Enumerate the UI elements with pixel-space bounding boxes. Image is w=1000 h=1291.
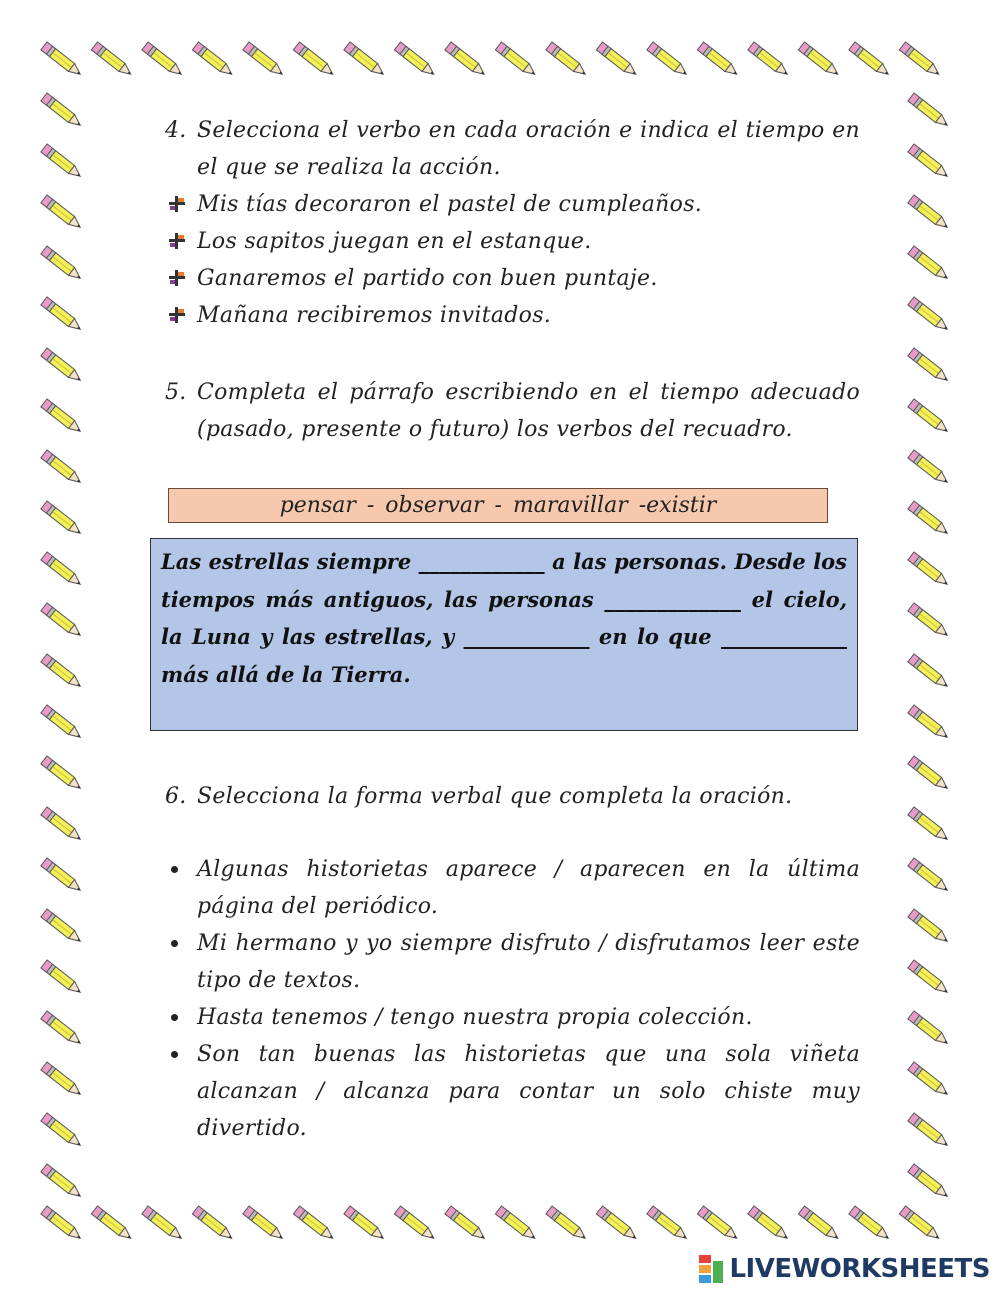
pencil-icon <box>908 399 950 435</box>
pencil-icon <box>495 42 537 78</box>
pencil-icon <box>908 1011 950 1047</box>
pencil-icon <box>293 42 335 78</box>
list-item-text[interactable]: Los sapitos juegan en el estanque. <box>197 229 592 254</box>
pencil-icon <box>908 246 950 282</box>
pencil-icon <box>908 144 950 180</box>
question-4-list <box>165 186 860 334</box>
pencil-icon <box>293 1206 335 1242</box>
pencil-icon <box>908 603 950 639</box>
bullet-icon <box>165 1036 197 1147</box>
pencil-icon <box>41 1062 83 1098</box>
pencil-icon <box>697 42 739 78</box>
worksheet-content-lower <box>165 778 860 1147</box>
bullet-icon <box>165 999 197 1036</box>
pencil-icon <box>908 858 950 894</box>
pencil-icon <box>41 42 83 78</box>
pencil-icon <box>41 603 83 639</box>
list-item-text[interactable]: Ganaremos el partido con buen puntaje. <box>197 266 658 291</box>
pencil-icon <box>798 42 840 78</box>
pencil-icon <box>849 1206 891 1242</box>
list-item <box>165 297 860 334</box>
pencil-icon <box>908 756 950 792</box>
list-item <box>165 223 860 260</box>
cross-bullet-icon <box>165 186 197 223</box>
pencil-icon <box>41 195 83 231</box>
pencil-icon <box>41 144 83 180</box>
logo-icon <box>699 1255 725 1283</box>
pencil-icon <box>908 960 950 996</box>
pencil-icon <box>41 807 83 843</box>
pencil-icon <box>41 297 83 333</box>
list-item <box>165 851 860 925</box>
pencil-icon <box>798 1206 840 1242</box>
pencil-icon <box>41 93 83 129</box>
pencil-icon <box>41 960 83 996</box>
pencil-icon <box>899 42 941 78</box>
pencil-icon <box>243 1206 285 1242</box>
pencil-icon <box>697 1206 739 1242</box>
question-number: 4. <box>165 118 187 143</box>
pencil-icon <box>394 1206 436 1242</box>
pencil-icon <box>908 807 950 843</box>
pencil-icon <box>192 1206 234 1242</box>
pencil-icon <box>344 42 386 78</box>
pencil-icon <box>495 1206 537 1242</box>
list-item-text[interactable]: Algunas historietas aparece / aparecen en la última página del periódico. <box>197 857 860 919</box>
pencil-icon <box>908 1164 950 1200</box>
liveworksheets-logo[interactable] <box>699 1253 990 1285</box>
pencil-icon <box>344 1206 386 1242</box>
pencil-icon <box>908 552 950 588</box>
pencil-icon <box>243 42 285 78</box>
pencil-icon <box>41 501 83 537</box>
pencil-icon <box>908 93 950 129</box>
pencil-icon <box>899 1206 941 1242</box>
pencil-icon <box>445 42 487 78</box>
pencil-icon <box>445 1206 487 1242</box>
pencil-icon <box>41 1206 83 1242</box>
pencil-icon <box>41 1113 83 1149</box>
list-item-text[interactable]: Mañana recibiremos invitados. <box>197 303 552 328</box>
pencil-icon <box>849 42 891 78</box>
pencil-icon <box>596 42 638 78</box>
list-item <box>165 186 860 223</box>
bullet-icon <box>165 851 197 925</box>
pencil-icon <box>142 1206 184 1242</box>
pencil-icon <box>647 42 689 78</box>
pencil-icon <box>908 909 950 945</box>
question-4 <box>165 112 860 186</box>
pencil-icon <box>908 348 950 384</box>
list-item <box>165 999 860 1036</box>
pencil-icon <box>748 42 790 78</box>
question-number: 6. <box>165 784 187 809</box>
worksheet-content <box>165 112 860 448</box>
logo-text: LIVEWORKSHEETS <box>729 1254 990 1284</box>
list-item <box>165 925 860 999</box>
list-item-text[interactable]: Mis tías decoraron el pastel de cumpleaños. <box>197 192 703 217</box>
pencil-icon <box>908 705 950 741</box>
list-item <box>165 260 860 297</box>
bullet-icon <box>165 925 197 999</box>
pencil-icon <box>908 195 950 231</box>
pencil-icon <box>908 297 950 333</box>
pencil-icon <box>41 246 83 282</box>
pencil-icon <box>546 1206 588 1242</box>
pencil-icon <box>908 501 950 537</box>
pencil-icon <box>41 348 83 384</box>
pencil-icon <box>192 42 234 78</box>
pencil-icon <box>908 1062 950 1098</box>
question-6-instruction: Selecciona la forma verbal que completa la oración. <box>197 784 793 809</box>
pencil-icon <box>142 42 184 78</box>
fill-in-paragraph[interactable]: Las estrellas siempre ____________ a las personas. Desde los tiempos más antiguos, las personas _____________ el cielo, la Luna y las estrellas, y ____________ en lo que ____________ más allá de la Tierra. <box>150 538 858 731</box>
list-item-text[interactable]: Son tan buenas las historietas que una sola viñeta alcanzan / alcanza para contar un solo chiste muy divertido. <box>197 1042 860 1141</box>
pencil-icon <box>41 399 83 435</box>
pencil-icon <box>91 1206 133 1242</box>
pencil-icon <box>41 705 83 741</box>
pencil-icon <box>647 1206 689 1242</box>
pencil-icon <box>41 1011 83 1047</box>
pencil-icon <box>908 1113 950 1149</box>
list-item <box>165 1036 860 1147</box>
cross-bullet-icon <box>165 223 197 260</box>
question-6 <box>165 778 860 815</box>
list-item-text[interactable]: Hasta tenemos / tengo nuestra propia colección. <box>197 1005 753 1030</box>
question-number: 5. <box>165 380 187 405</box>
pencil-icon <box>41 654 83 690</box>
pencil-icon <box>41 450 83 486</box>
cross-bullet-icon <box>165 260 197 297</box>
pencil-icon <box>41 756 83 792</box>
question-6-list <box>165 851 860 1147</box>
pencil-icon <box>748 1206 790 1242</box>
word-bank: pensar - observar - maravillar -existir <box>168 488 828 523</box>
pencil-icon <box>394 42 436 78</box>
pencil-icon <box>908 654 950 690</box>
pencil-icon <box>596 1206 638 1242</box>
pencil-icon <box>41 1164 83 1200</box>
pencil-icon <box>41 909 83 945</box>
pencil-icon <box>41 552 83 588</box>
pencil-icon <box>41 858 83 894</box>
list-item-text[interactable]: Mi hermano y yo siempre disfruto / disfrutamos leer este tipo de textos. <box>197 931 860 993</box>
pencil-icon <box>908 450 950 486</box>
question-4-instruction: Selecciona el verbo en cada oración e indica el tiempo en el que se realiza la acción. <box>197 118 860 180</box>
cross-bullet-icon <box>165 297 197 334</box>
question-5-instruction: Completa el párrafo escribiendo en el tiempo adecuado (pasado, presente o futuro) los verbos del recuadro. <box>197 380 860 442</box>
pencil-icon <box>91 42 133 78</box>
question-5 <box>165 374 860 448</box>
pencil-icon <box>546 42 588 78</box>
